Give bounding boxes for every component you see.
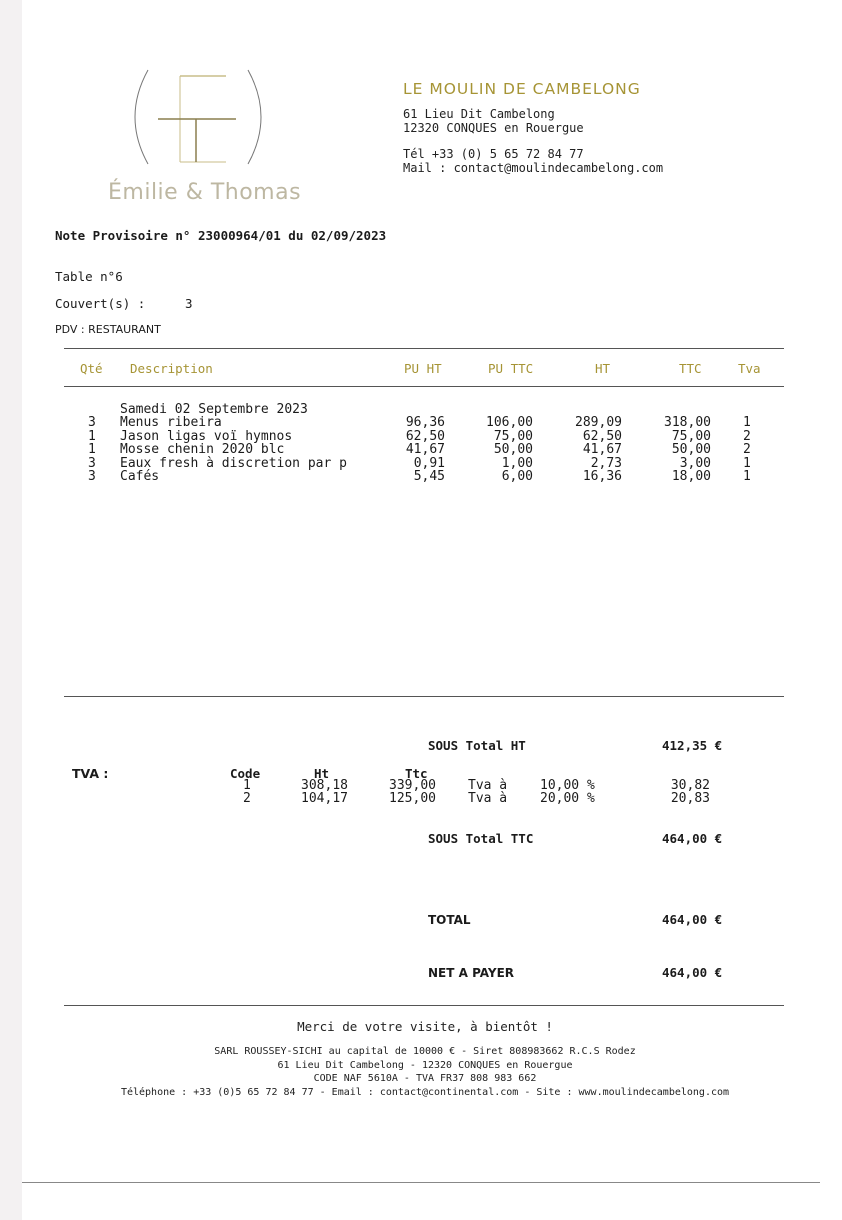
tva-row bbox=[0, 792, 842, 806]
tva-amount: 30,82 bbox=[670, 778, 710, 793]
header-pu-ttc: PU TTC bbox=[488, 361, 534, 376]
footer-address: 61 Lieu Dit Cambelong - 12320 CONQUES en Rouergue bbox=[277, 1060, 573, 1071]
sous-total-ttc-value: 464,00 € bbox=[662, 831, 723, 846]
row-pu-ttc: 6,00 bbox=[501, 469, 533, 484]
row-description: Jason ligas voï hymnos bbox=[120, 429, 293, 444]
table-row bbox=[0, 416, 842, 430]
tva-header-code: Code bbox=[230, 766, 261, 781]
row-ttc: 318,00 bbox=[664, 415, 711, 430]
row-tva: 1 bbox=[743, 415, 751, 430]
table-number: Table n°6 bbox=[55, 269, 123, 284]
tva-label-text: Tva à bbox=[468, 778, 508, 793]
header-pu-ht: PU HT bbox=[404, 361, 442, 376]
address-line-1: 61 Lieu Dit Cambelong bbox=[403, 107, 555, 121]
footer-company: SARL ROUSSEY-SICHI au capital de 10000 € - Siret 808983662 R.C.S Rodez bbox=[214, 1046, 636, 1057]
tva-code: 1 bbox=[243, 778, 251, 793]
row-tva: 1 bbox=[743, 456, 751, 471]
tva-code: 2 bbox=[243, 791, 251, 806]
row-description: Eaux fresh à discretion par p bbox=[120, 456, 347, 471]
row-qty: 1 bbox=[88, 442, 96, 457]
total-value: 464,00 € bbox=[662, 912, 723, 927]
restaurant-mail: Mail : contact@moulindecambelong.com bbox=[403, 161, 664, 175]
tva-ttc: 125,00 bbox=[389, 791, 436, 806]
row-qty: 3 bbox=[88, 456, 96, 471]
row-pu-ht: 41,67 bbox=[405, 442, 445, 457]
row-ht: 41,67 bbox=[582, 442, 622, 457]
tva-rate: 10,00 % bbox=[540, 778, 595, 793]
row-ttc: 18,00 bbox=[671, 469, 711, 484]
sous-total-ht-value: 412,35 € bbox=[662, 738, 723, 753]
pdv-label: PDV : RESTAURANT bbox=[55, 323, 161, 336]
row-qty: 1 bbox=[88, 429, 96, 444]
sous-total-ht-label: SOUS Total HT bbox=[428, 738, 526, 753]
table-header-rule bbox=[64, 386, 784, 387]
restaurant-name: LE MOULIN DE CAMBELONG bbox=[403, 80, 641, 98]
covers-value: 3 bbox=[185, 296, 193, 311]
row-ttc: 50,00 bbox=[671, 442, 711, 457]
tva-ht: 308,18 bbox=[301, 778, 348, 793]
row-pu-ttc: 75,00 bbox=[493, 429, 533, 444]
row-ttc: 3,00 bbox=[679, 456, 711, 471]
tva-ttc: 339,00 bbox=[389, 778, 436, 793]
net-a-payer-value: 464,00 € bbox=[662, 965, 723, 980]
header-tva: Tva bbox=[738, 361, 761, 376]
row-ht: 62,50 bbox=[582, 429, 622, 444]
row-qty: 3 bbox=[88, 469, 96, 484]
tva-header-ttc: Ttc bbox=[405, 766, 428, 781]
logo-text: Émilie & Thomas bbox=[108, 180, 302, 205]
note-title: Note Provisoire n° 23000964/01 du 02/09/2023 bbox=[55, 228, 387, 243]
row-ttc: 75,00 bbox=[671, 429, 711, 444]
row-tva: 1 bbox=[743, 469, 751, 484]
footer-contact: Téléphone : +33 (0)5 65 72 84 77 - Email : contact@continental.com - Site : www.moulindecambelong.com bbox=[120, 1087, 730, 1098]
row-pu-ht: 5,45 bbox=[413, 469, 445, 484]
row-ht: 16,36 bbox=[582, 469, 622, 484]
row-qty: 3 bbox=[88, 415, 96, 430]
row-description: Menus ribeira bbox=[120, 415, 222, 430]
tva-label: TVA : bbox=[72, 766, 109, 781]
header-description: Description bbox=[130, 361, 213, 376]
total-label: TOTAL bbox=[428, 913, 471, 927]
date-line: Samedi 02 Septembre 2023 bbox=[120, 402, 308, 417]
table-row bbox=[0, 470, 842, 484]
row-pu-ht: 0,91 bbox=[413, 456, 445, 471]
row-description: Mosse chenin 2020 blc bbox=[120, 442, 285, 457]
row-ht: 2,73 bbox=[590, 456, 622, 471]
tva-label-text: Tva à bbox=[468, 791, 508, 806]
row-pu-ht: 62,50 bbox=[405, 429, 445, 444]
thanks-message: Merci de votre visite, à bientôt ! bbox=[297, 1019, 553, 1034]
tva-amount: 20,83 bbox=[670, 791, 710, 806]
covers-label: Couvert(s) : bbox=[55, 296, 146, 311]
header-ht: HT bbox=[595, 361, 611, 376]
row-pu-ttc: 1,00 bbox=[501, 456, 533, 471]
footer-naf-tva: CODE NAF 5610A - TVA FR37 808 983 662 bbox=[313, 1073, 537, 1084]
page-bottom-line bbox=[22, 1182, 820, 1183]
sous-total-ttc-label: SOUS Total TTC bbox=[428, 831, 534, 846]
row-tva: 2 bbox=[743, 429, 751, 444]
table-top-rule bbox=[64, 348, 784, 349]
table-bottom-rule bbox=[64, 696, 784, 697]
row-ht: 289,09 bbox=[575, 415, 622, 430]
row-tva: 2 bbox=[743, 442, 751, 457]
table-row bbox=[0, 443, 842, 457]
header-ttc: TTC bbox=[679, 361, 702, 376]
net-a-payer-label: NET A PAYER bbox=[428, 966, 515, 980]
footer-rule bbox=[64, 1005, 784, 1006]
address-line-2: 12320 CONQUES en Rouergue bbox=[403, 121, 584, 135]
row-pu-ttc: 106,00 bbox=[486, 415, 533, 430]
tva-rate: 20,00 % bbox=[540, 791, 595, 806]
row-description: Cafés bbox=[120, 469, 160, 484]
tva-header-ht: Ht bbox=[314, 766, 330, 781]
row-pu-ttc: 50,00 bbox=[493, 442, 533, 457]
restaurant-phone: Tél +33 (0) 5 65 72 84 77 bbox=[403, 147, 584, 161]
header-qty: Qté bbox=[80, 361, 103, 376]
row-pu-ht: 96,36 bbox=[405, 415, 445, 430]
page-edge bbox=[0, 0, 22, 1220]
tva-ht: 104,17 bbox=[301, 791, 348, 806]
